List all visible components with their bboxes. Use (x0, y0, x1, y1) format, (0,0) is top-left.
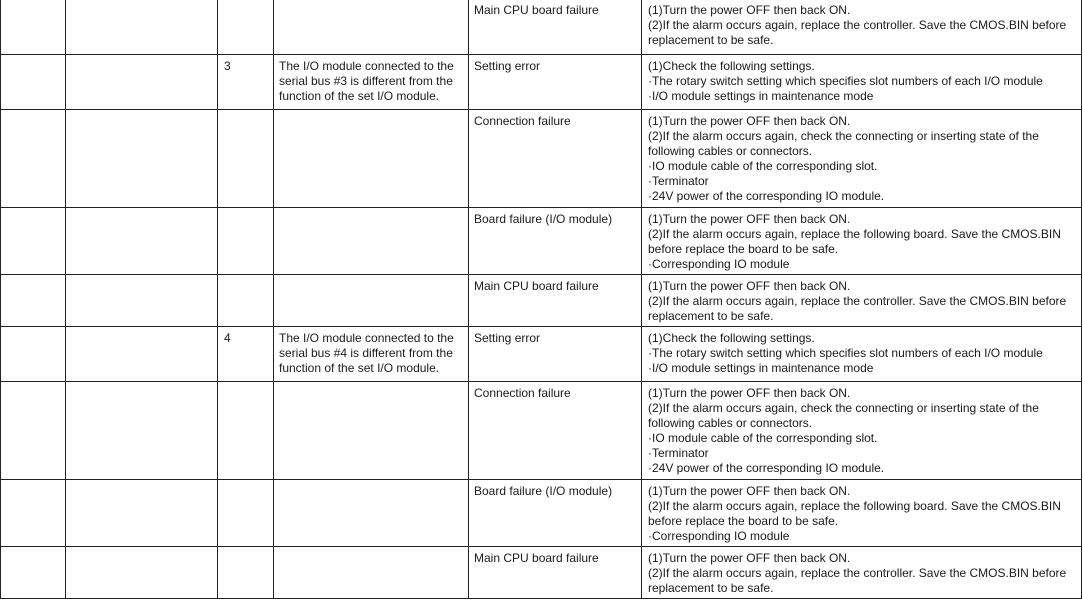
remedy-cell: (1)Turn the power OFF then back ON. (2)If the alarm occurs again, check the connecting or inserting state of the following cables or connectors. ·IO module cable of the corresponding slot. ·Terminator ·24V power of the corresponding IO module. (642, 110, 1082, 208)
cause-cell (274, 208, 469, 275)
failure-type-cell: Setting error (469, 327, 642, 382)
blank-cell-2 (66, 208, 218, 275)
alarm-number-cell (218, 110, 274, 208)
blank-cell-1 (1, 382, 66, 480)
remedy-cell: (1)Turn the power OFF then back ON. (2)If the alarm occurs again, replace the controller. Save the CMOS.BIN before replacement to be safe. (642, 275, 1082, 327)
alarm-number-cell: 4 (218, 327, 274, 382)
table-row (1, 547, 1082, 599)
failure-type-cell: Main CPU board failure (469, 0, 642, 55)
alarm-number-cell (218, 208, 274, 275)
remedy-cell: (1)Check the following settings. ·The rotary switch setting which specifies slot numbers of each I/O module ·I/O module settings in maintenance mode (642, 55, 1082, 110)
failure-type-cell: Main CPU board failure (469, 547, 642, 599)
cause-cell (274, 110, 469, 208)
remedy-cell: (1)Check the following settings. ·The rotary switch setting which specifies slot numbers of each I/O module ·I/O module settings in maintenance mode (642, 327, 1082, 382)
cause-cell (274, 382, 469, 480)
remedy-cell: (1)Turn the power OFF then back ON. (2)If the alarm occurs again, replace the following board. Save the CMOS.BIN before replace the board to be safe. ·Corresponding IO module (642, 480, 1082, 547)
failure-type-cell: Connection failure (469, 382, 642, 480)
failure-type-cell: Board failure (I/O module) (469, 208, 642, 275)
cause-cell (274, 480, 469, 547)
blank-cell-1 (1, 55, 66, 110)
alarm-number-cell: 3 (218, 55, 274, 110)
blank-cell-2 (66, 327, 218, 382)
blank-cell-1 (1, 327, 66, 382)
table-row (1, 275, 1082, 327)
failure-type-cell: Connection failure (469, 110, 642, 208)
blank-cell-1 (1, 0, 66, 55)
table-row (1, 110, 1082, 208)
table-row (1, 0, 1082, 55)
blank-cell-2 (66, 382, 218, 480)
remedy-cell: (1)Turn the power OFF then back ON. (2)If the alarm occurs again, replace the controller. Save the CMOS.BIN before replacement to be safe. (642, 0, 1082, 55)
failure-type-cell: Board failure (I/O module) (469, 480, 642, 547)
blank-cell-2 (66, 0, 218, 55)
alarm-number-cell (218, 0, 274, 55)
blank-cell-2 (66, 480, 218, 547)
blank-cell-1 (1, 275, 66, 327)
table-row (1, 208, 1082, 275)
cause-cell (274, 547, 469, 599)
remedy-cell: (1)Turn the power OFF then back ON. (2)If the alarm occurs again, replace the following board. Save the CMOS.BIN before replace the board to be safe. ·Corresponding IO module (642, 208, 1082, 275)
blank-cell-1 (1, 480, 66, 547)
alarm-number-cell (218, 480, 274, 547)
failure-type-cell: Main CPU board failure (469, 275, 642, 327)
blank-cell-1 (1, 208, 66, 275)
blank-cell-1 (1, 547, 66, 599)
cause-cell (274, 275, 469, 327)
blank-cell-2 (66, 275, 218, 327)
failure-type-cell: Setting error (469, 55, 642, 110)
blank-cell-2 (66, 547, 218, 599)
blank-cell-1 (1, 110, 66, 208)
cause-cell (274, 0, 469, 55)
table-row (1, 327, 1082, 382)
remedy-cell: (1)Turn the power OFF then back ON. (2)If the alarm occurs again, check the connecting or inserting state of the following cables or connectors. ·IO module cable of the corresponding slot. ·Terminator ·24V power of the corresponding IO module. (642, 382, 1082, 480)
alarm-number-cell (218, 382, 274, 480)
alarm-number-cell (218, 275, 274, 327)
blank-cell-2 (66, 110, 218, 208)
remedy-cell: (1)Turn the power OFF then back ON. (2)If the alarm occurs again, replace the controller. Save the CMOS.BIN before replacement to be safe. (642, 547, 1082, 599)
cause-cell: The I/O module connected to the serial bus #3 is different from the function of the set I/O module. (274, 55, 469, 110)
table-row (1, 382, 1082, 480)
alarm-number-cell (218, 547, 274, 599)
blank-cell-2 (66, 55, 218, 110)
table-row (1, 480, 1082, 547)
cause-cell: The I/O module connected to the serial bus #4 is different from the function of the set I/O module. (274, 327, 469, 382)
table-row (1, 55, 1082, 110)
